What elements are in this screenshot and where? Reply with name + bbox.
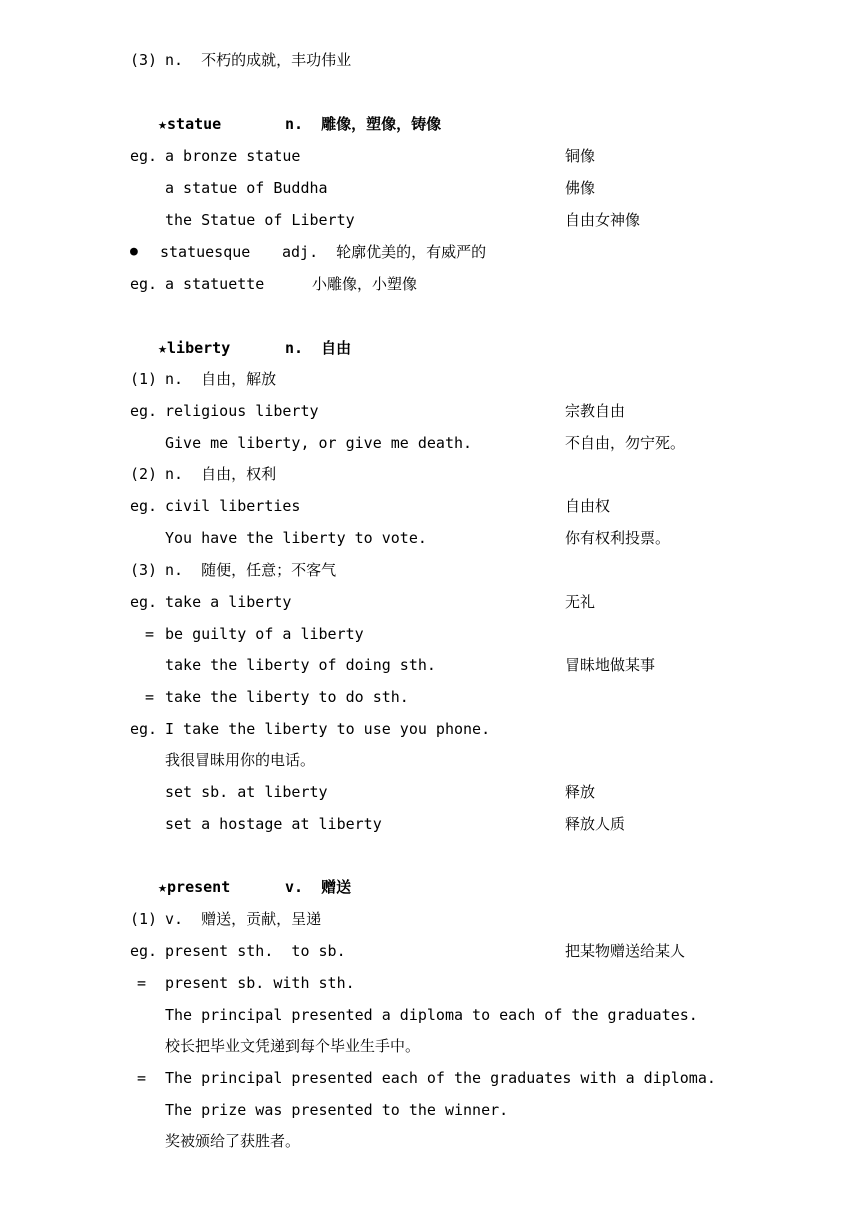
example-line bbox=[0, 140, 596, 172]
example-chinese: 自由权 bbox=[565, 497, 611, 515]
example-english: set a hostage at liberty bbox=[165, 815, 382, 833]
example-line bbox=[0, 490, 611, 522]
sense-number: (1) bbox=[130, 370, 158, 388]
eg-label: eg. bbox=[130, 402, 158, 420]
example-english: a statue of Buddha bbox=[165, 179, 328, 197]
sense-definition: n. 自由，解放 bbox=[165, 370, 277, 388]
sense-line bbox=[0, 903, 322, 935]
sense-definition: v. 赠送，贡献，呈递 bbox=[165, 910, 322, 928]
example-english: Give me liberty, or give me death. bbox=[165, 434, 473, 452]
example-english: The principal presented a diploma to each of the graduates. bbox=[165, 1006, 698, 1024]
headword-definition: v. 赠送 bbox=[285, 878, 352, 896]
derivative-line bbox=[0, 236, 487, 268]
example-chinese: 佛像 bbox=[565, 179, 596, 197]
example-line bbox=[0, 713, 491, 745]
example-english: You have the liberty to vote. bbox=[165, 529, 427, 547]
equals-sign: = bbox=[137, 974, 147, 992]
example-chinese: 释放 bbox=[565, 783, 596, 801]
eg-label: eg. bbox=[130, 147, 158, 165]
example-line bbox=[0, 935, 686, 967]
headword-definition: n. 自由 bbox=[285, 339, 352, 357]
example-chinese: 冒昧地做某事 bbox=[565, 656, 656, 674]
bullet-icon: ● bbox=[130, 244, 138, 259]
sense-number: (2) bbox=[130, 465, 158, 483]
eg-label: eg. bbox=[130, 942, 158, 960]
entry-heading-statue bbox=[0, 108, 442, 140]
headword-definition: n. 雕像，塑像，铸像 bbox=[285, 115, 442, 133]
example-translation-line bbox=[0, 1030, 421, 1062]
example-english: civil liberties bbox=[165, 497, 301, 515]
entry-heading-liberty bbox=[0, 332, 352, 364]
sense-number: (3) bbox=[130, 561, 158, 579]
example-line bbox=[0, 172, 596, 204]
example-english: take the liberty of doing sth. bbox=[165, 656, 436, 674]
example-chinese: 无礼 bbox=[565, 593, 596, 611]
example-line bbox=[0, 649, 656, 681]
equals-sign: = bbox=[137, 1069, 147, 1087]
example-translation-line bbox=[0, 1125, 301, 1157]
sense-line bbox=[0, 554, 337, 586]
example-line bbox=[0, 808, 626, 840]
sense-number: (1) bbox=[130, 910, 158, 928]
example-translation-line bbox=[0, 744, 316, 776]
example-chinese: 释放人质 bbox=[565, 815, 626, 833]
example-english: the Statue of Liberty bbox=[165, 211, 355, 229]
example-line bbox=[0, 1062, 716, 1094]
entry-heading-present bbox=[0, 871, 352, 903]
example-english: a statuette bbox=[165, 275, 265, 293]
example-english: The principal presented each of the graduates with a diploma. bbox=[165, 1069, 716, 1087]
headword: ★present bbox=[158, 878, 231, 896]
example-line bbox=[0, 1094, 509, 1126]
eg-label: eg. bbox=[130, 720, 158, 738]
example-english: take a liberty bbox=[165, 593, 292, 611]
example-chinese: 宗教自由 bbox=[565, 402, 626, 420]
example-english: take the liberty to do sth. bbox=[165, 688, 409, 706]
sense-number: (3) bbox=[130, 51, 158, 69]
example-line bbox=[0, 967, 355, 999]
equals-sign: = bbox=[145, 688, 155, 706]
example-english: be guilty of a liberty bbox=[165, 625, 364, 643]
sense-definition: n. 不朽的成就，丰功伟业 bbox=[165, 51, 352, 69]
example-chinese: 自由女神像 bbox=[565, 211, 641, 229]
sense-definition: n. 自由，权利 bbox=[165, 465, 277, 483]
example-line bbox=[0, 776, 596, 808]
sense-definition: n. 随便，任意；不客气 bbox=[165, 561, 337, 579]
example-chinese: 把某物赠送给某人 bbox=[565, 942, 686, 960]
example-chinese: 奖被颁给了获胜者。 bbox=[165, 1132, 301, 1150]
sense-line bbox=[0, 363, 277, 395]
example-english: I take the liberty to use you phone. bbox=[165, 720, 491, 738]
example-english: present sth. to sb. bbox=[165, 942, 346, 960]
example-chinese: 铜像 bbox=[565, 147, 596, 165]
example-line bbox=[0, 681, 409, 713]
example-chinese: 你有权利投票。 bbox=[565, 529, 671, 547]
eg-label: eg. bbox=[130, 593, 158, 611]
example-english: religious liberty bbox=[165, 402, 319, 420]
sense-line bbox=[0, 44, 352, 76]
example-english: present sb. with sth. bbox=[165, 974, 355, 992]
example-line bbox=[0, 999, 698, 1031]
headword: ★statue bbox=[158, 115, 222, 133]
headword: ★liberty bbox=[158, 339, 231, 357]
eg-label: eg. bbox=[130, 497, 158, 515]
example-chinese: 小雕像，小塑像 bbox=[312, 275, 418, 293]
example-line bbox=[0, 395, 626, 427]
example-chinese: 不自由，勿宁死。 bbox=[565, 434, 686, 452]
example-english: The prize was presented to the winner. bbox=[165, 1101, 509, 1119]
example-chinese: 我很冒昧用你的电话。 bbox=[165, 751, 316, 769]
sense-line bbox=[0, 458, 277, 490]
derivative-word: statuesque bbox=[160, 243, 251, 261]
derivative-definition: adj. 轮廓优美的，有威严的 bbox=[282, 243, 487, 261]
example-line bbox=[0, 268, 418, 300]
example-line bbox=[0, 618, 364, 650]
example-line bbox=[0, 522, 671, 554]
example-english: a bronze statue bbox=[165, 147, 301, 165]
example-line bbox=[0, 586, 596, 618]
example-english: set sb. at liberty bbox=[165, 783, 328, 801]
eg-label: eg. bbox=[130, 275, 158, 293]
example-line bbox=[0, 427, 686, 459]
example-line bbox=[0, 204, 641, 236]
example-chinese: 校长把毕业文凭递到每个毕业生手中。 bbox=[165, 1037, 421, 1055]
equals-sign: = bbox=[145, 625, 155, 643]
